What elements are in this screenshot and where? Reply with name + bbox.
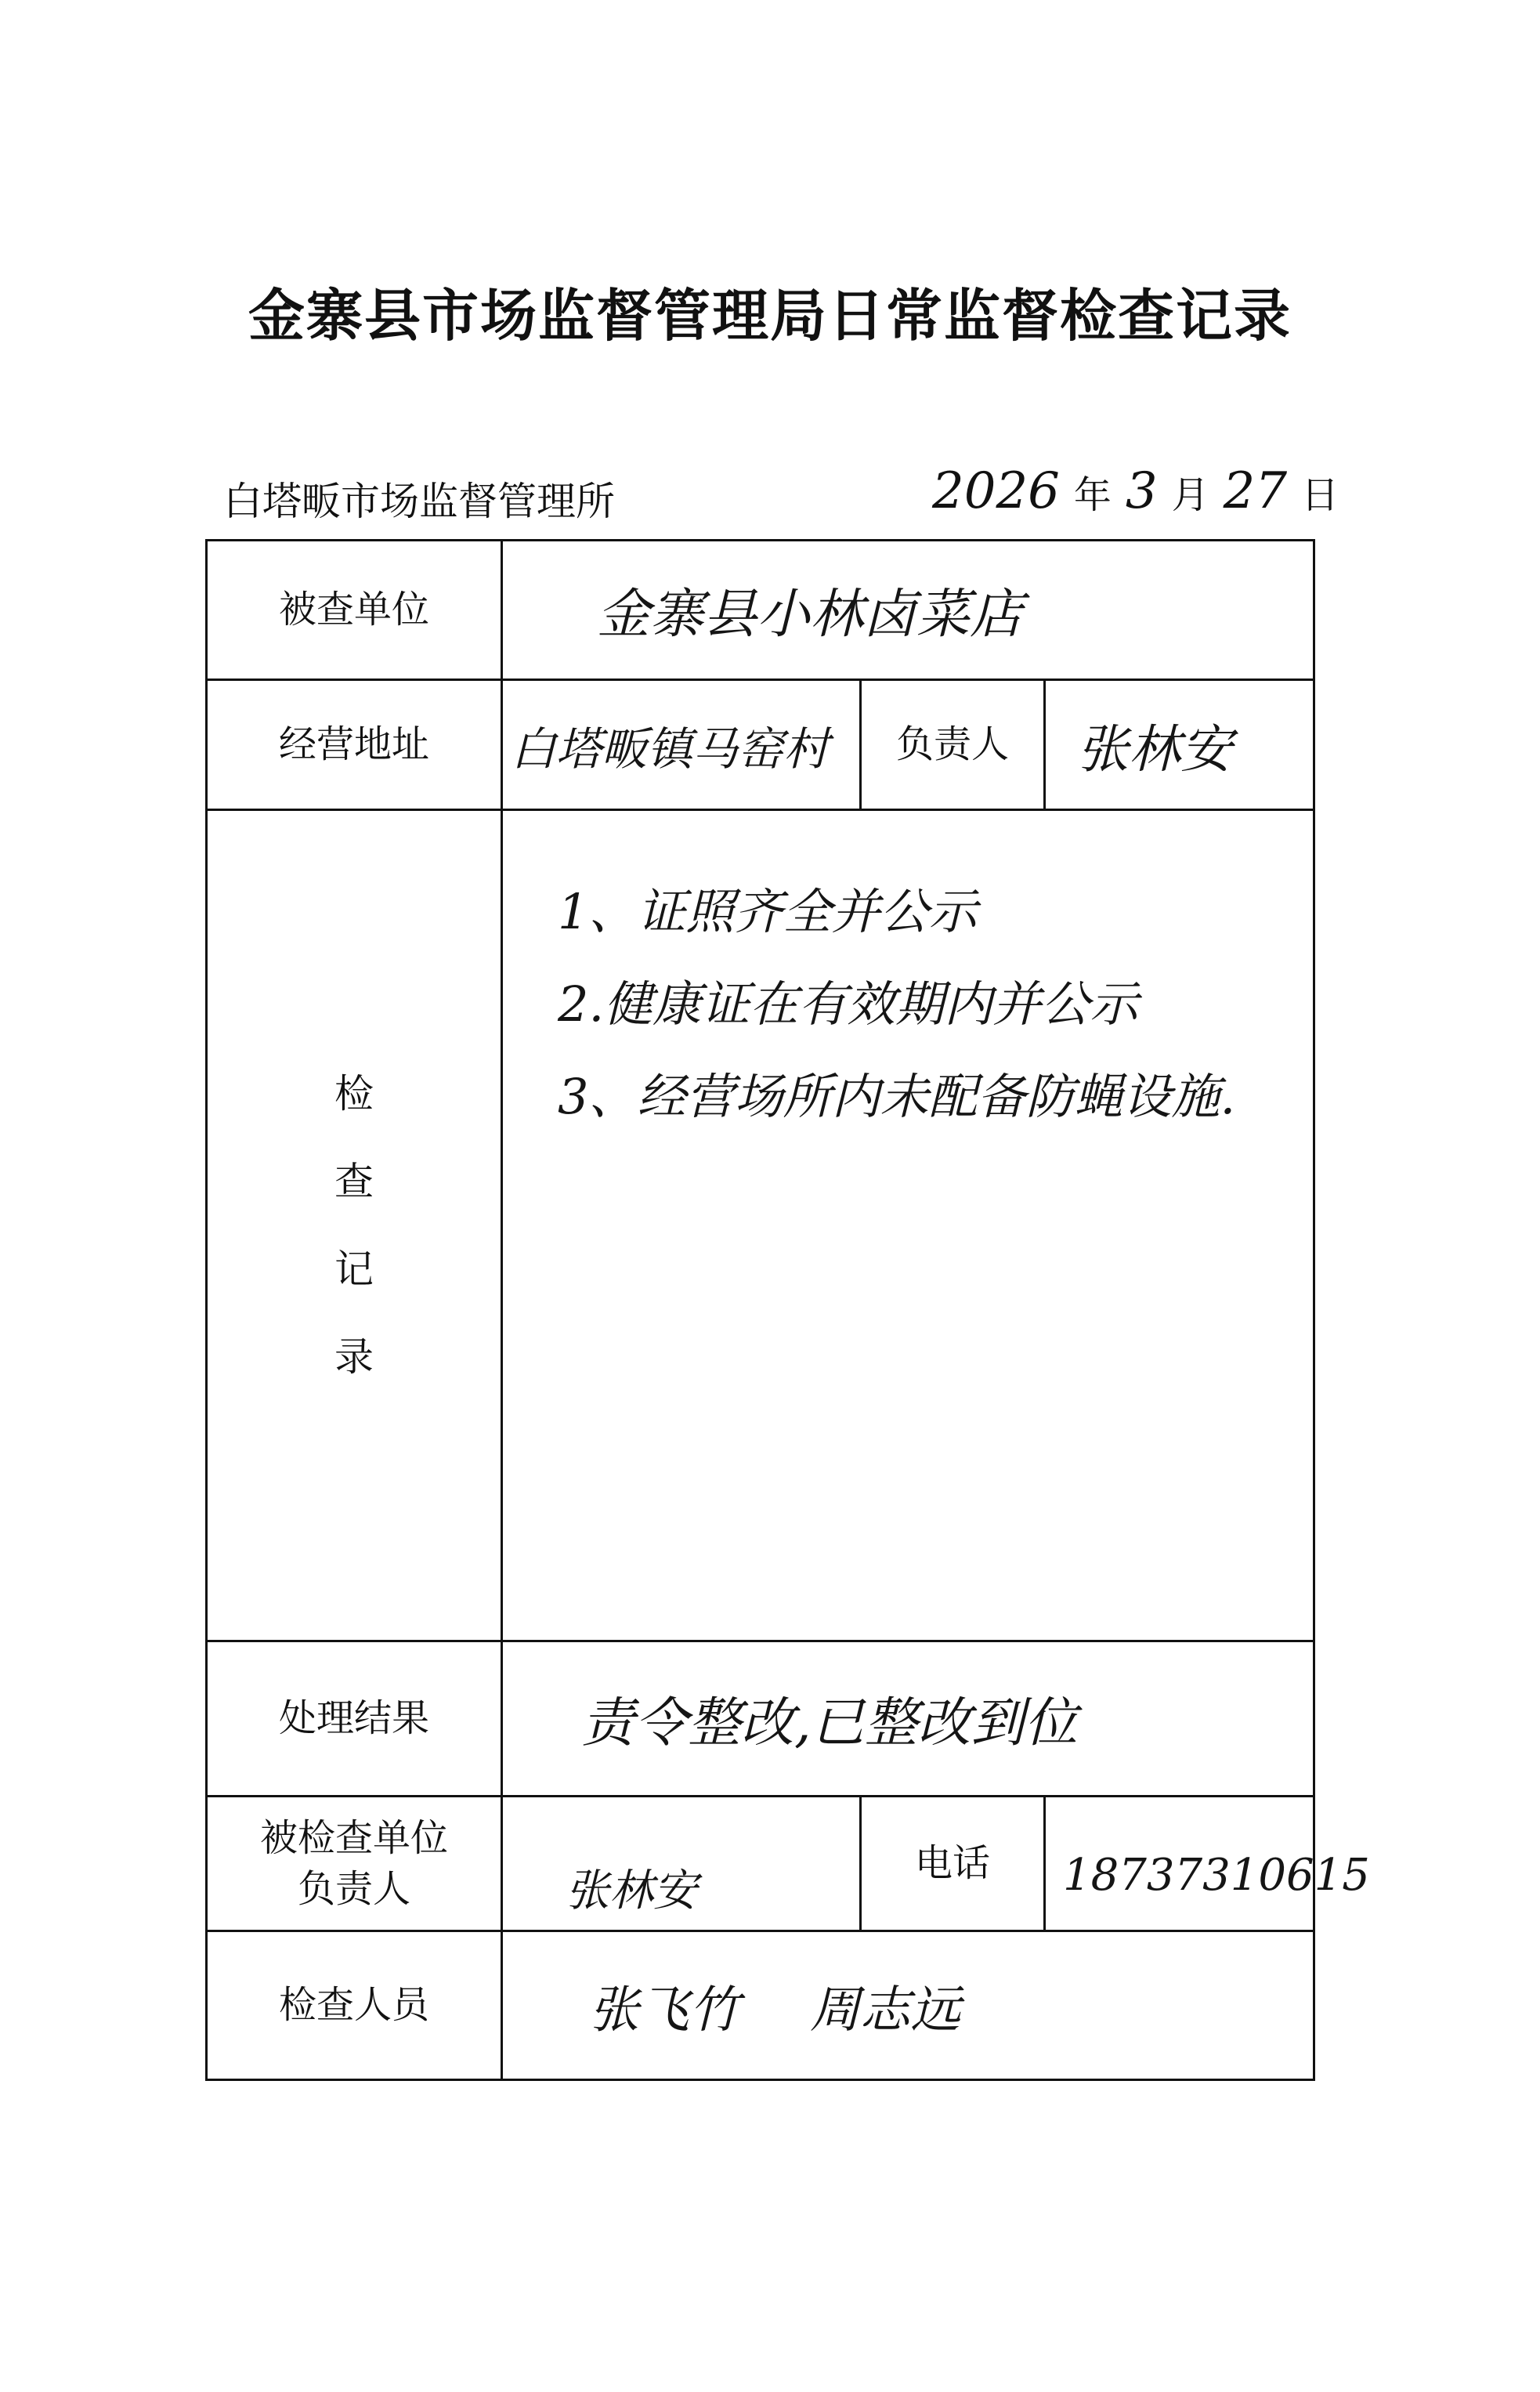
inspection-form-table bbox=[205, 539, 1370, 2081]
address-value: 白塔畈镇马窑村 bbox=[511, 722, 830, 776]
date-year-label: 年 bbox=[1073, 473, 1112, 517]
phone-cell bbox=[1045, 1797, 1370, 1931]
row-handling-result bbox=[207, 1641, 1314, 1797]
row-address bbox=[207, 680, 1314, 810]
inspector-signature: 周志远 bbox=[810, 1981, 960, 2039]
document-title: 金寨县市场监督管理局日常监督检查记录 bbox=[248, 283, 1292, 349]
phone-value: 18737310615 bbox=[1063, 1850, 1370, 1901]
inspection-record-label bbox=[207, 810, 502, 1641]
record-label-char: 查 bbox=[334, 1159, 374, 1204]
record-date bbox=[932, 462, 1353, 520]
inspectors-cell bbox=[502, 1931, 1314, 2080]
inspected-unit-label: 被查单位 bbox=[207, 541, 502, 680]
inspector-signature: 张飞竹 bbox=[589, 1981, 739, 2039]
handling-result-label: 处理结果 bbox=[207, 1641, 502, 1797]
date-month: 3 bbox=[1125, 462, 1158, 520]
address-cell bbox=[502, 680, 861, 810]
person-in-charge-label: 负责人 bbox=[861, 680, 1045, 810]
inspectors-label: 检查人员 bbox=[207, 1931, 502, 2080]
inspected-unit-value: 金寨县小林卤菜店 bbox=[597, 584, 1024, 646]
representative-label-line2: 负责人 bbox=[297, 1866, 410, 1911]
inspection-record-list bbox=[503, 811, 1313, 1143]
person-in-charge-value: 张林安 bbox=[1077, 719, 1232, 780]
record-label-char: 检 bbox=[334, 1071, 374, 1116]
record-item: 1、证照齐全并公示 bbox=[558, 883, 978, 940]
representative-signature-cell bbox=[502, 1797, 861, 1931]
row-inspectors bbox=[207, 1931, 1314, 2080]
row-inspection-record bbox=[207, 810, 1314, 1641]
inspected-unit-cell bbox=[502, 541, 1314, 680]
record-label-char: 录 bbox=[334, 1334, 374, 1380]
date-day-label: 日 bbox=[1301, 473, 1339, 517]
office-name: 白塔畈市场监督管理所 bbox=[223, 479, 615, 524]
representative-label-line1: 被检查单位 bbox=[259, 1815, 448, 1860]
row-representative bbox=[207, 1797, 1314, 1931]
representative-signature: 张林安 bbox=[566, 1865, 697, 1916]
handling-result-value: 责令整改,已整改到位 bbox=[581, 1692, 1078, 1754]
record-label-char: 记 bbox=[334, 1247, 374, 1292]
inspectors-signatures bbox=[503, 1970, 1313, 2042]
date-month-label: 月 bbox=[1171, 473, 1209, 517]
record-item: 2.健康证在有效期内并公示 bbox=[558, 975, 1139, 1033]
date-day: 27 bbox=[1223, 462, 1288, 520]
phone-label: 电话 bbox=[861, 1797, 1045, 1931]
handling-result-cell bbox=[502, 1641, 1314, 1797]
person-in-charge-cell bbox=[1045, 680, 1314, 810]
address-label: 经营地址 bbox=[207, 680, 502, 810]
inspection-record-cell bbox=[502, 810, 1314, 1641]
record-item: 3、经营场所内未配备防蝇设施. bbox=[558, 1068, 1236, 1125]
row-inspected-unit bbox=[207, 541, 1314, 680]
date-year: 2026 bbox=[932, 462, 1060, 520]
representative-label bbox=[207, 1797, 502, 1931]
